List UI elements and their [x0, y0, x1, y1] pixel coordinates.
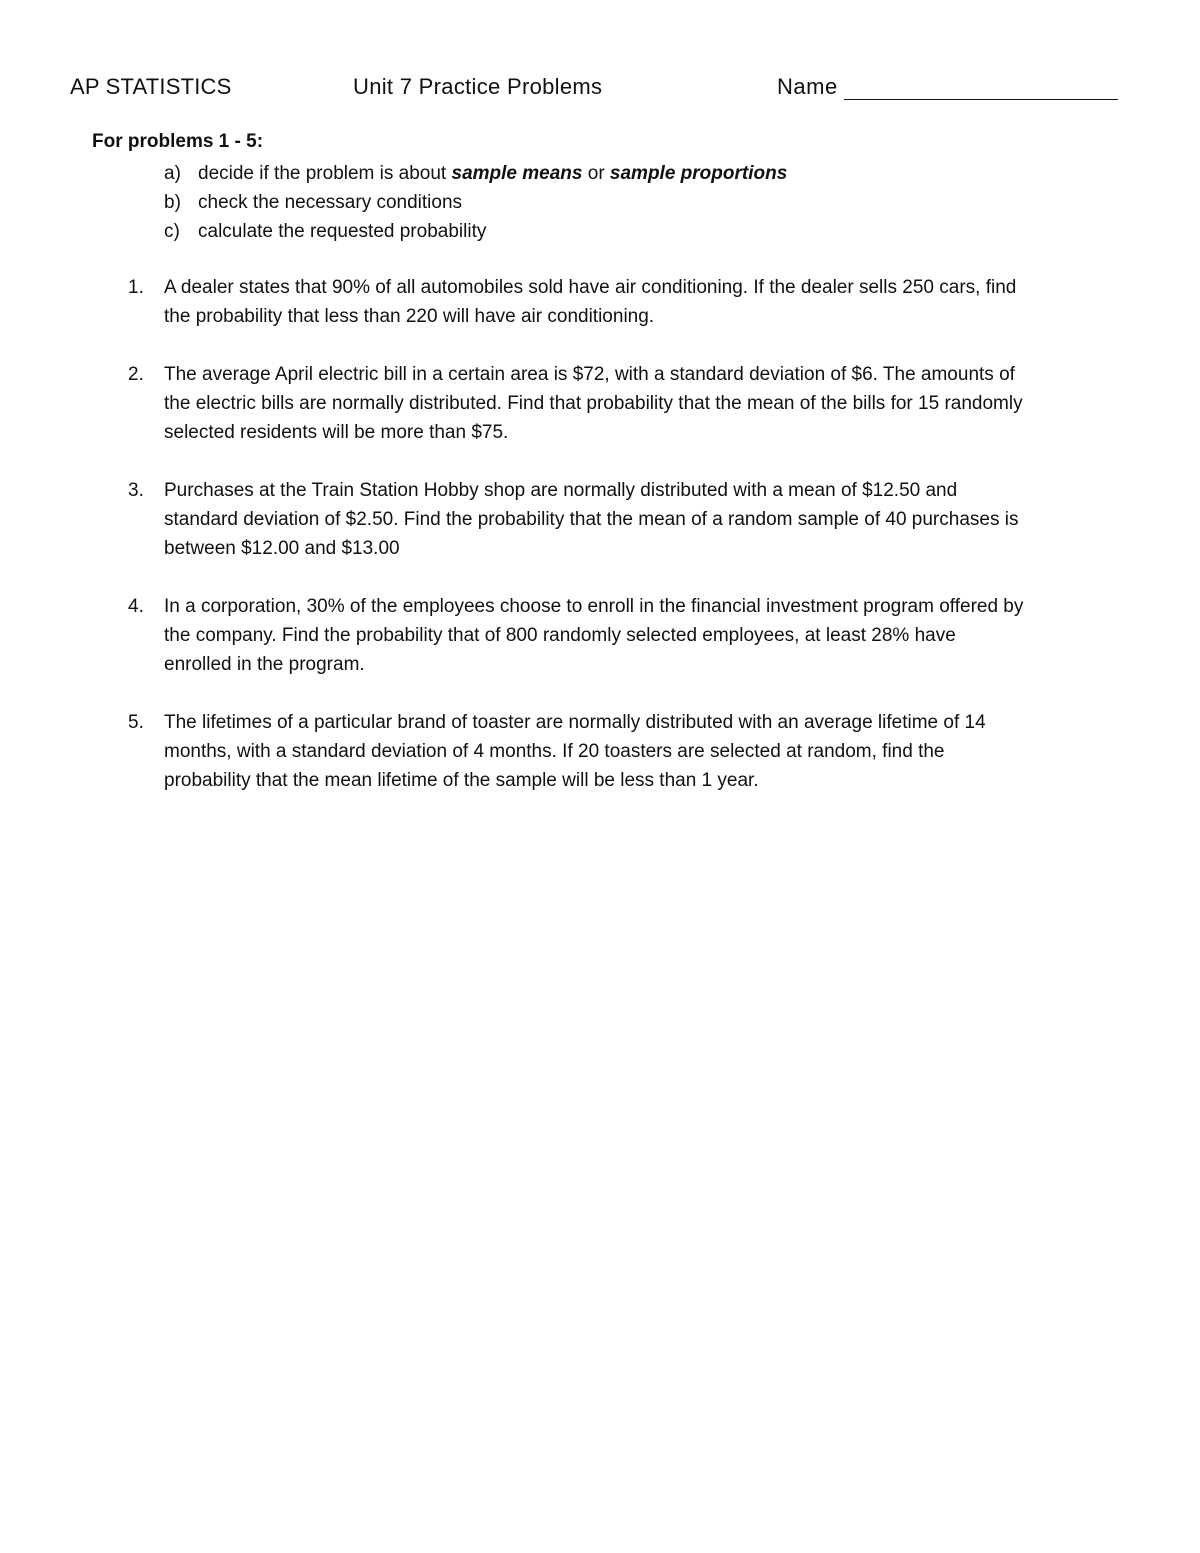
worksheet-header — [70, 74, 1130, 108]
problem-number: 4. — [128, 596, 144, 617]
name-blank-line — [844, 77, 1118, 100]
instruction-emphasis: sample proportions — [609, 163, 788, 184]
problem-item — [124, 360, 1024, 447]
instruction-marker: c) — [164, 221, 180, 242]
instruction-item — [164, 159, 787, 188]
instruction-text: check the necessary conditions — [198, 192, 463, 213]
instruction-emphasis: sample means — [451, 163, 583, 184]
instruction-item — [164, 188, 787, 217]
name-label: Name — [777, 74, 838, 99]
problem-item — [124, 708, 1024, 795]
course-title: AP STATISTICS — [70, 74, 232, 99]
instruction-text: decide if the problem is about — [198, 163, 452, 184]
problem-item — [124, 592, 1024, 679]
problem-item — [124, 273, 1024, 331]
problem-number: 3. — [128, 480, 144, 501]
problem-list — [124, 273, 1024, 824]
instructions-block — [92, 131, 787, 246]
problem-text: The average April electric bill in a certain area is $72, with a standard deviation of $6. The amounts of the electric bills are normally distributed. Find that probability that the mean of the bills for 15 randomly selected residents will be more than $75. — [164, 364, 1023, 443]
instruction-marker: a) — [164, 163, 181, 184]
problem-text: In a corporation, 30% of the employees choose to enroll in the financial investment program offered by the company. Find the probability that of 800 randomly selected employees, at least 28% have enrolled in the program. — [164, 596, 1024, 675]
problem-text: The lifetimes of a particular brand of toaster are normally distributed with an average lifetime of 14 months, with a standard deviation of 4 months. If 20 toasters are selected at random, find the probability that the mean lifetime of the sample will be less than 1 year. — [164, 712, 986, 791]
problem-text: A dealer states that 90% of all automobiles sold have air conditioning. If the dealer sells 250 cars, find the probability that less than 220 will have air conditioning. — [164, 277, 1017, 327]
unit-title: Unit 7 Practice Problems — [353, 74, 603, 99]
instruction-text: or — [582, 163, 610, 184]
problem-item — [124, 476, 1024, 563]
instruction-marker: b) — [164, 192, 181, 213]
instructions-heading: For problems 1 - 5: — [92, 131, 264, 152]
instructions-list — [92, 159, 787, 246]
problem-number: 2. — [128, 364, 144, 385]
instruction-text: calculate the requested probability — [198, 221, 487, 242]
instruction-item — [164, 217, 787, 246]
problem-number: 1. — [128, 277, 144, 298]
problem-text: Purchases at the Train Station Hobby shop are normally distributed with a mean of $12.50 and standard deviation of $2.50. Find the probability that the mean of a random sample of 40 purchases is between $12.00 and $13.00 — [164, 480, 1019, 559]
problem-number: 5. — [128, 712, 144, 733]
name-field — [777, 74, 1118, 100]
